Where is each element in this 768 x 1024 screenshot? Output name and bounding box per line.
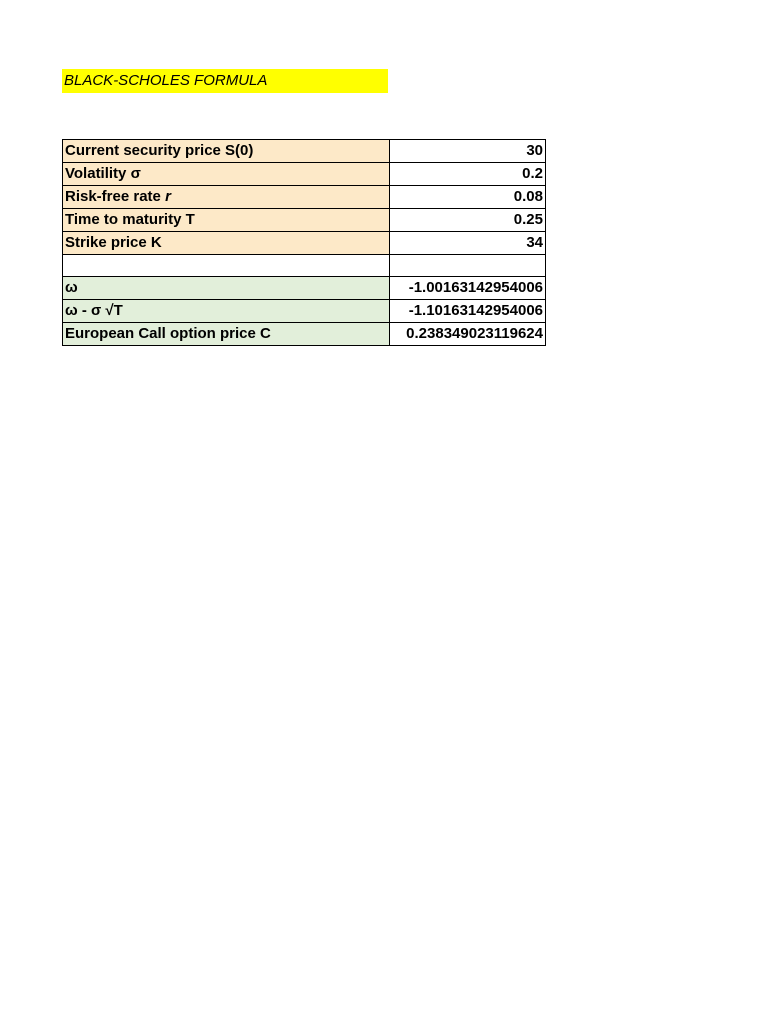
black-scholes-table xyxy=(62,139,546,346)
cell-blank-value[interactable] xyxy=(390,255,546,277)
cell-value-security-price[interactable]: 30 xyxy=(390,140,546,163)
table-row-risk-free-rate xyxy=(63,186,546,209)
cell-label-time-to-maturity[interactable]: Time to maturity T xyxy=(63,209,390,232)
cell-label-risk-free-rate[interactable] xyxy=(63,186,390,209)
table-row-time-to-maturity xyxy=(63,209,546,232)
cell-value-strike-price[interactable]: 34 xyxy=(390,232,546,255)
table-row-omega xyxy=(63,277,546,300)
cell-value-call-price[interactable]: 0.238349023119624 xyxy=(390,323,546,346)
cell-blank-label[interactable] xyxy=(63,255,390,277)
cell-value-risk-free-rate[interactable]: 0.08 xyxy=(390,186,546,209)
cell-value-omega[interactable]: -1.00163142954006 xyxy=(390,277,546,300)
table-row-volatility xyxy=(63,163,546,186)
cell-value-time-to-maturity[interactable]: 0.25 xyxy=(390,209,546,232)
cell-label-call-price[interactable]: European Call option price C xyxy=(63,323,390,346)
cell-label-omega-minus-sigma-sqrt-t[interactable]: ω - σ √T xyxy=(63,300,390,323)
cell-label-omega[interactable]: ω xyxy=(63,277,390,300)
cell-value-omega-minus-sigma-sqrt-t[interactable]: -1.10163142954006 xyxy=(390,300,546,323)
sheet-title[interactable]: BLACK-SCHOLES FORMULA xyxy=(62,69,388,93)
risk-free-rate-symbol: r xyxy=(165,188,171,205)
table-row-strike-price xyxy=(63,232,546,255)
cell-value-volatility[interactable]: 0.2 xyxy=(390,163,546,186)
cell-label-volatility[interactable]: Volatility σ xyxy=(63,163,390,186)
cell-label-strike-price[interactable]: Strike price K xyxy=(63,232,390,255)
table-row-call-price xyxy=(63,323,546,346)
table-row-blank xyxy=(63,255,546,277)
table-row-security-price xyxy=(63,140,546,163)
table-row-omega-minus-sigma-sqrt-t xyxy=(63,300,546,323)
cell-label-security-price[interactable]: Current security price S(0) xyxy=(63,140,390,163)
risk-free-rate-text: Risk-free rate xyxy=(65,188,166,205)
